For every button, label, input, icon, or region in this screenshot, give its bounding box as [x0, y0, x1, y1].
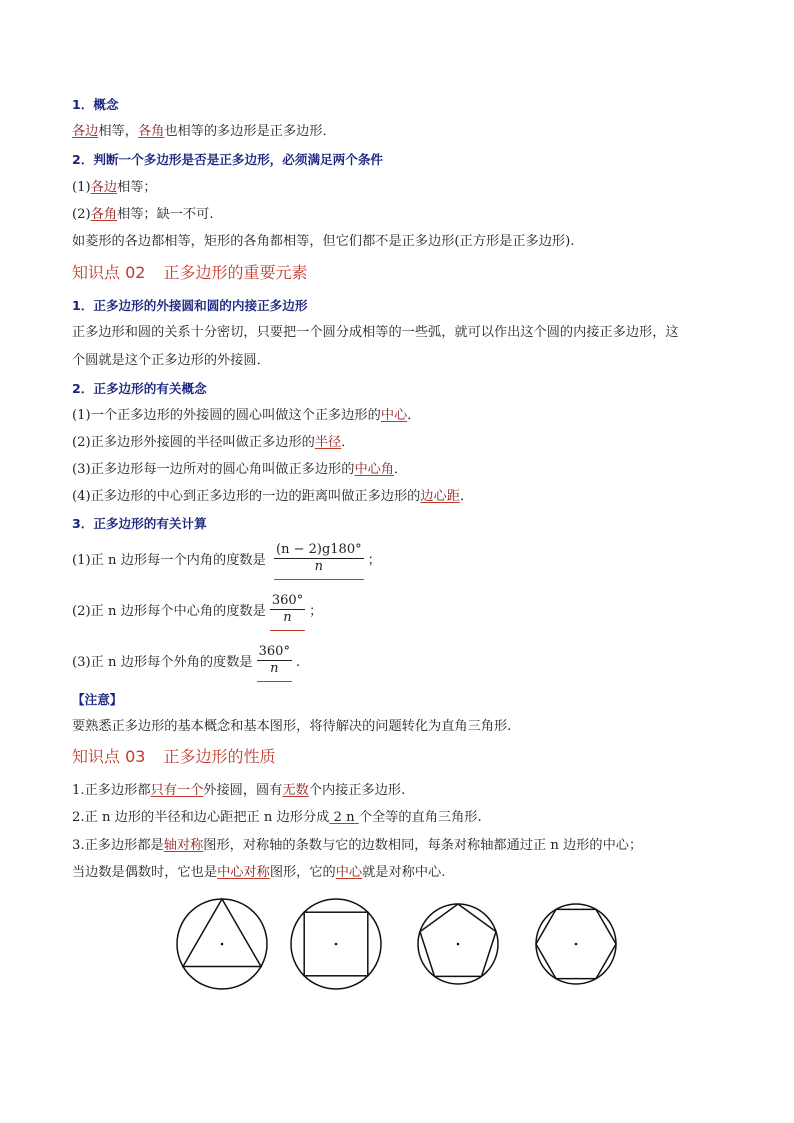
- formula-central-angle: [72, 592, 322, 632]
- fraction-denominator: n: [314, 558, 323, 574]
- blank-answer: 中心对称: [217, 865, 270, 880]
- text: ；: [367, 553, 381, 568]
- text: (3)正多边形每一边所对的圆心角叫做正多边形的: [72, 462, 355, 477]
- heading-title: 正多边形的重要元素: [163, 263, 308, 282]
- text: 也相等的多边形是正多边形．: [164, 124, 336, 139]
- blank-answer: 各边: [90, 180, 118, 195]
- paragraph-line: 个圆就是这个正多边形的外接圆．: [72, 353, 270, 368]
- figure-square: [291, 899, 381, 989]
- blank-answer: 2 n: [329, 810, 359, 825]
- blank-answer: 边心距: [420, 489, 460, 504]
- property-2: [72, 809, 482, 827]
- property-3: [72, 837, 642, 855]
- answer-underline: [274, 579, 364, 580]
- fraction: [270, 593, 305, 631]
- figure-triangle: [177, 899, 267, 989]
- blank-answer: 中心: [380, 408, 408, 423]
- fraction: [257, 644, 292, 682]
- blank-answer: 中心: [335, 865, 363, 880]
- text: 图形，它的: [269, 865, 336, 880]
- fraction-denominator: n: [283, 609, 292, 625]
- heading-number: 知识点 02: [72, 263, 146, 282]
- text: 图形，对称轴的条数与它的边数相同，每条对称轴都通过正 n 边形的中心；: [203, 838, 643, 853]
- note-text: 要熟悉正多边形的基本概念和基本图形，将待解决的问题转化为直角三角形.: [72, 719, 512, 734]
- text: 1.正多边形都: [72, 783, 151, 798]
- definition-center: [72, 407, 420, 425]
- fraction-denominator: n: [270, 660, 279, 676]
- polygon-figures: [0, 895, 794, 995]
- property-1: [72, 782, 405, 800]
- subtitle-concepts: 2．正多边形的有关概念: [72, 381, 207, 396]
- fraction-numerator: 360°: [258, 643, 290, 659]
- text: ．: [459, 489, 474, 504]
- text: 当边数是偶数时，它也是: [72, 865, 218, 880]
- blank-answer: 只有一个: [150, 783, 204, 798]
- subtitle-calculations: 3．正多边形的有关计算: [72, 516, 207, 531]
- text: 2.正 n 边形的半径和边心距把正 n 边形分成: [72, 810, 330, 825]
- text: (1)一个正多边形的外接圆的圆心叫做这个正多边形的: [72, 408, 381, 423]
- paragraph-line: 正多边形和圆的关系十分密切，只要把一个圆分成相等的一些弧，就可以作出这个圆的内接正多边形，这: [72, 325, 679, 340]
- concept-definition: [72, 123, 336, 141]
- answer-underline: [257, 681, 292, 682]
- property-4: [72, 864, 445, 882]
- text: 相等，: [98, 124, 138, 139]
- text: (2)正多边形外接圆的半径叫做正多边形的: [72, 435, 315, 450]
- figure-hexagon: [536, 904, 616, 984]
- definition-apothem: [72, 488, 473, 506]
- fraction: [274, 542, 364, 580]
- blank-answer: 各角: [137, 124, 165, 139]
- formula-interior-angle: [72, 541, 381, 581]
- definition-radius: [72, 434, 354, 452]
- text: ．: [341, 435, 355, 450]
- text: 3.正多边形都是: [72, 838, 164, 853]
- text: (2)正 n 边形每个中心角的度数是: [72, 604, 266, 619]
- section-heading-02: [72, 262, 307, 284]
- fraction-numerator: (n − 2)g180°: [276, 541, 362, 557]
- condition-2: [72, 206, 214, 224]
- answer-underline: [270, 630, 305, 631]
- condition-title: 2．判断一个多边形是否是正多边形，必须满足两个条件: [72, 152, 384, 167]
- example-note: 如菱形的各边都相等，矩形的各角都相等，但它们都不是正多边形(正方形是正多边形).: [72, 234, 575, 249]
- blank-answer: 无数: [282, 783, 309, 798]
- concept-title: 1．概念: [72, 97, 119, 112]
- blank-answer: 轴对称: [163, 838, 204, 853]
- text: (2): [72, 207, 91, 222]
- text: 个全等的直角三角形.: [358, 810, 482, 825]
- text: 外接圆，圆有: [203, 783, 283, 798]
- blank-answer: 各边: [72, 124, 99, 139]
- blank-answer: 半径: [314, 435, 342, 450]
- text: 就是对称中心.: [362, 865, 446, 880]
- fraction-numerator: 360°: [271, 592, 304, 608]
- text: ．: [394, 462, 408, 477]
- text: 个内接正多边形.: [308, 783, 406, 798]
- formula-exterior-angle: [72, 643, 300, 683]
- text: 相等；: [117, 180, 157, 195]
- text: ；: [309, 604, 323, 619]
- text: (1)正 n 边形每一个内角的度数是: [72, 553, 266, 568]
- note-title: 【注意】: [72, 692, 123, 707]
- subtitle-circumscribed: 1．正多边形的外接圆和圆的内接正多边形: [72, 298, 308, 313]
- text: (4)正多边形的中心到正多边形的一边的距离叫做正多边形的: [72, 489, 421, 504]
- text: (3)正 n 边形每个外角的度数是: [72, 655, 253, 670]
- blank-answer: 各角: [90, 207, 118, 222]
- section-heading-03: [72, 746, 275, 768]
- definition-central-angle: [72, 461, 407, 479]
- text: 相等；缺一不可.: [117, 207, 214, 222]
- text: (1): [72, 180, 91, 195]
- figure-pentagon: [418, 904, 498, 984]
- heading-number: 知识点 03: [72, 747, 146, 766]
- heading-title: 正多边形的性质: [163, 747, 276, 766]
- text: ．: [407, 408, 421, 423]
- text: .: [295, 655, 301, 670]
- blank-answer: 中心角: [354, 462, 394, 477]
- condition-1: [72, 179, 157, 197]
